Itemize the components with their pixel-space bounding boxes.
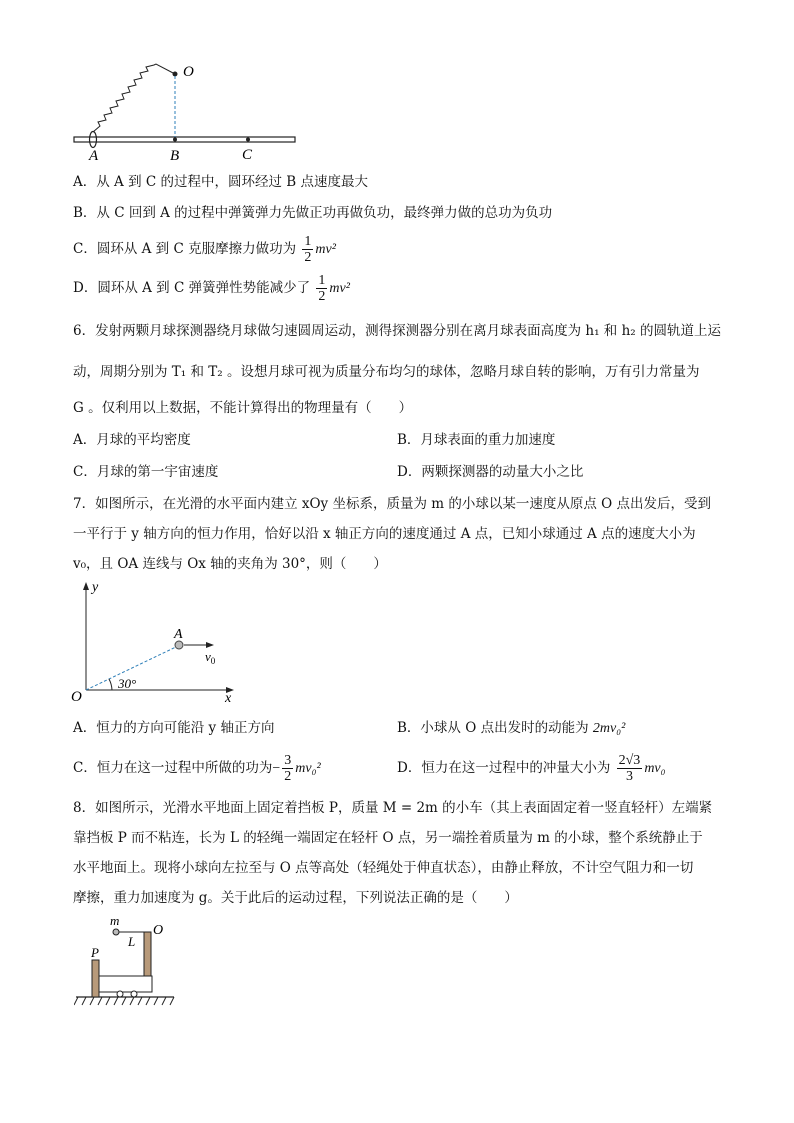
q8-line-4: 摩擦，重力加速度为 g。关于此后的运动过程，下列说法正确的是（ ） — [73, 890, 518, 906]
q7-option-d-fraction: $\frac{2√3}{3}$ — [618, 753, 641, 784]
q6-option-c: C．月球的第一宇宙速度 — [73, 464, 219, 480]
q7-fig-y-label: y — [92, 580, 99, 595]
q6-option-d: D．两颗探测器的动量大小之比 — [397, 464, 584, 480]
q8-line-1: 8．如图所示，光滑水平地面上固定着挡板 P，质量 M = 2m 的小车（其上表面固定着一竖直轻杆）左端紧 — [73, 800, 713, 816]
q8-fig-m-label: m — [110, 913, 120, 928]
spring-ring-figure — [70, 60, 300, 165]
q7-option-b — [397, 718, 625, 739]
q7-fig-v0-label: $v_0$ — [205, 649, 216, 666]
q7-fig-origin-label: O — [71, 689, 82, 703]
q6-line-1: 6．发射两颗月球探测器绕月球做匀速圆周运动，测得探测器分别在离月球表面高度为 h₁ 和 h₂ 的圆轨道上运 — [73, 323, 721, 339]
q5-option-d-text: D．圆环从 A 到 C 弹簧弹性势能减少了 — [73, 280, 311, 296]
q7-line-1: 7．如图所示，在光滑的水平面内建立 xOy 坐标系，质量为 m 的小球以某一速度从原点 O 点出发后，受到 — [73, 496, 712, 512]
q7-fig-x-label: x — [225, 691, 232, 703]
q7-option-c-mv: mv₀² — [295, 761, 321, 776]
q6-option-b: B．月球表面的重力加速度 — [397, 432, 556, 448]
coordinate-figure — [68, 578, 243, 703]
q6-line-2: 动，周期分别为 T₁ 和 T₂ 。设想月球可视为质量分布均匀的球体，忽略月球自转的影响，万有引力常量为 — [73, 364, 700, 380]
q7-option-c — [73, 751, 321, 786]
q7-option-d-mv: mv₀ — [644, 761, 666, 776]
fig1-label-C: C — [242, 147, 253, 163]
q7-fig-a-label: A — [174, 627, 183, 642]
q5-option-c-fraction: $\frac{1}{2}$ — [304, 234, 312, 265]
q6-line-3: G 。仅利用以上数据，不能计算得出的物理量有（ ） — [73, 400, 413, 416]
q8-line-2: 靠挡板 P 而不粘连，长为 L 的轻绳一端固定在轻杆 O 点，另一端拴着质量为 m 的小球，整个系统静止于 — [73, 830, 703, 846]
q5-option-d — [73, 271, 350, 306]
q7-line-3: v₀，且 OA 连线与 Ox 轴的夹角为 30°，则（ ） — [73, 556, 387, 572]
q5-option-c-text: C．圆环从 A 到 C 克服摩擦力做功为 — [73, 241, 297, 257]
q7-line-2: 一平行于 y 轴方向的恒力作用，恰好以沿 x 轴正方向的速度通过 A 点，已知小球通过 A 点的速度大小为 — [73, 526, 696, 542]
q7-option-b-text: B．小球从 O 点出发时的动能为 — [397, 720, 589, 736]
q7-option-c-text: C．恒力在这一过程中所做的功为 — [73, 760, 273, 776]
fig1-label-B: B — [170, 148, 180, 164]
q5-option-c-mv: mv² — [315, 242, 336, 257]
q8-fig-P-label: P — [91, 945, 99, 960]
q8-fig-O-label: O — [153, 923, 164, 938]
fig1-label-A: A — [89, 148, 99, 164]
q5-option-d-mv: mv² — [329, 281, 350, 296]
q5-option-d-fraction: $\frac{1}{2}$ — [318, 273, 326, 304]
q8-fig-L-label: L — [128, 934, 136, 949]
fig1-label-O: O — [183, 64, 194, 80]
q8-line-3: 水平地面上。现将小球向左拉至与 O 点等高处（轻绳处于伸直状态），由静止释放，不计空气阻力和一切 — [73, 860, 694, 876]
q7-fig-angle-label: 30° — [118, 676, 137, 691]
q7-option-c-fraction: $\frac{3}{2}$ — [284, 753, 292, 784]
q5-option-b: B．从 C 回到 A 的过程中弹簧弹力先做正功再做负功，最终弹力做的总功为负功 — [73, 205, 553, 221]
q7-option-b-math: 2mv₀² — [592, 721, 626, 736]
q7-option-a: A．恒力的方向可能沿 y 轴正方向 — [73, 720, 275, 736]
cart-pendulum-figure — [74, 912, 184, 1012]
q5-option-a: A．从 A 到 C 的过程中，圆环经过 B 点速度最大 — [73, 174, 368, 190]
q6-option-a: A．月球的平均密度 — [73, 432, 191, 448]
q5-option-c — [73, 232, 336, 267]
q7-option-d-text: D．恒力在这一过程中的冲量大小为 — [397, 760, 611, 776]
q7-option-c-sign: − — [272, 761, 281, 776]
q7-option-d — [397, 751, 666, 786]
